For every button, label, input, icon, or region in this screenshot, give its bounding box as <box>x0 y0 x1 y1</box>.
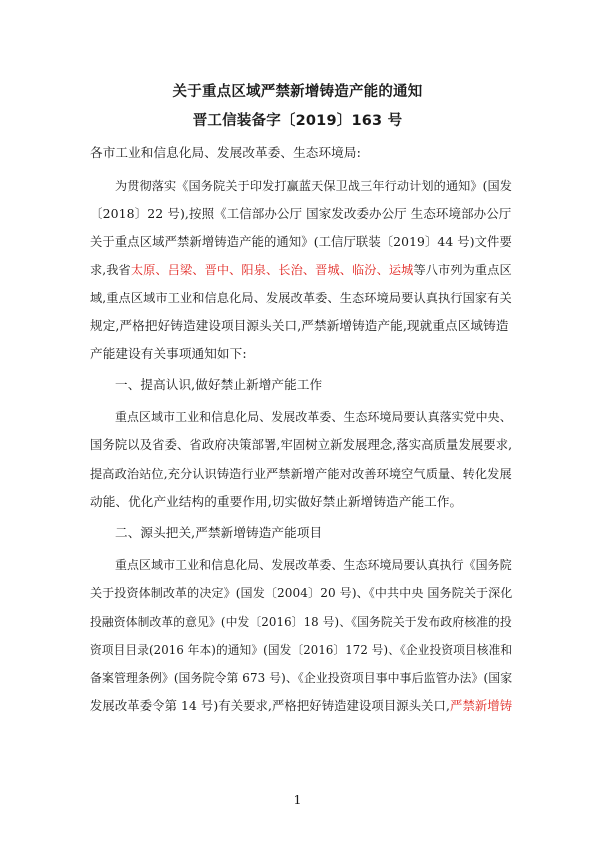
highlighted-cities: 太原、吕梁、晋中、阳泉、长治、晋城、临汾、运城 <box>130 263 414 277</box>
paragraph-3-line-3: 投融资体制改革的意见》(中发〔2016〕18 号)、《国务院关于发布政府核准的投 <box>90 615 512 629</box>
paragraph-2-line-1: 重点区域市工业和信息化局、发展改革委、生态环境局要认真落实党中央、 <box>115 410 512 424</box>
paragraph-3-line-2: 关于投资体制改革的决定》(国发〔2004〕20 号)、《中共中央 国务院关于深化 <box>90 586 513 600</box>
paragraph-1-line-2: 〔2018〕22 号),按照《工信部办公厅 国家发改委办公厅 生态环境部办公厅 <box>90 206 512 221</box>
paragraph-2-line-3: 提高政治站位,充分认识铸造行业严禁新增产能对改善环境空气质量、转化发展 <box>90 467 512 481</box>
document-title: 关于重点区域严禁新增铸造产能的通知 <box>172 84 423 100</box>
paragraph-3-line-6-prefix: 发展改革委令第 14 号)有关要求,严格把好铸造建设项目源头关口, <box>90 699 451 713</box>
paragraph-1-line-5: 域,重点区域市工业和信息化局、发展改革委、生态环境局要认真执行国家有关 <box>90 291 512 305</box>
paragraph-3-line-6 <box>90 698 513 714</box>
paragraph-1-line-1: 为贯彻落实《国务院关于印发打赢蓝天保卫战三年行动计划的通知》(国发 <box>115 179 513 193</box>
paragraph-1-line-4-suffix: 等八市列为重点区 <box>413 263 512 277</box>
paragraph-1-line-7: 产能建设有关事项通知如下: <box>90 346 247 361</box>
paragraph-2-line-4: 动能、优化产业结构的重要作用,切实做好禁止新增铸造产能工作。 <box>90 494 463 509</box>
paragraph-2-line-2: 国务院以及省委、省政府决策部署,牢固树立新发展理念,落实高质量发展要求, <box>90 438 513 452</box>
paragraph-1-line-6: 规定,严格把好铸造建设项目源头关口,严禁新增铸造产能,现就重点区域铸造 <box>90 318 509 333</box>
paragraph-3-line-5: 备案管理条例》(国务院令第 673 号)、《企业投资项目事中事后监管办法》(国家 <box>90 671 513 685</box>
section-heading-2: 二、源头把关,严禁新增铸造产能项目 <box>115 525 323 540</box>
paragraph-1-line-4 <box>90 262 510 278</box>
section-heading-1: 一、提高认识,做好禁止新增产能工作 <box>115 377 323 392</box>
salutation: 各市工业和信息化局、发展改革委、生态环境局: <box>90 145 361 160</box>
paragraph-3-line-4: 资项目目录(2016 年本)的通知》(国发〔2016〕172 号)、《企业投资项目核准和 <box>90 643 513 657</box>
paragraph-3-line-1: 重点区域市工业和信息化局、发展改革委、生态环境局要认真执行《国务院 <box>115 558 512 572</box>
document-number: 晋工信装备字〔2019〕163 号 <box>192 113 403 129</box>
page-number: 1 <box>293 792 302 807</box>
paragraph-1-line-3: 关于重点区域严禁新增铸造产能的通知》(工信厅联装〔2019〕44 号)文件要 <box>90 235 512 249</box>
paragraph-1-line-4-prefix: 求,我省 <box>90 263 131 277</box>
highlighted-prohibition: 严禁新增铸 <box>450 699 513 713</box>
